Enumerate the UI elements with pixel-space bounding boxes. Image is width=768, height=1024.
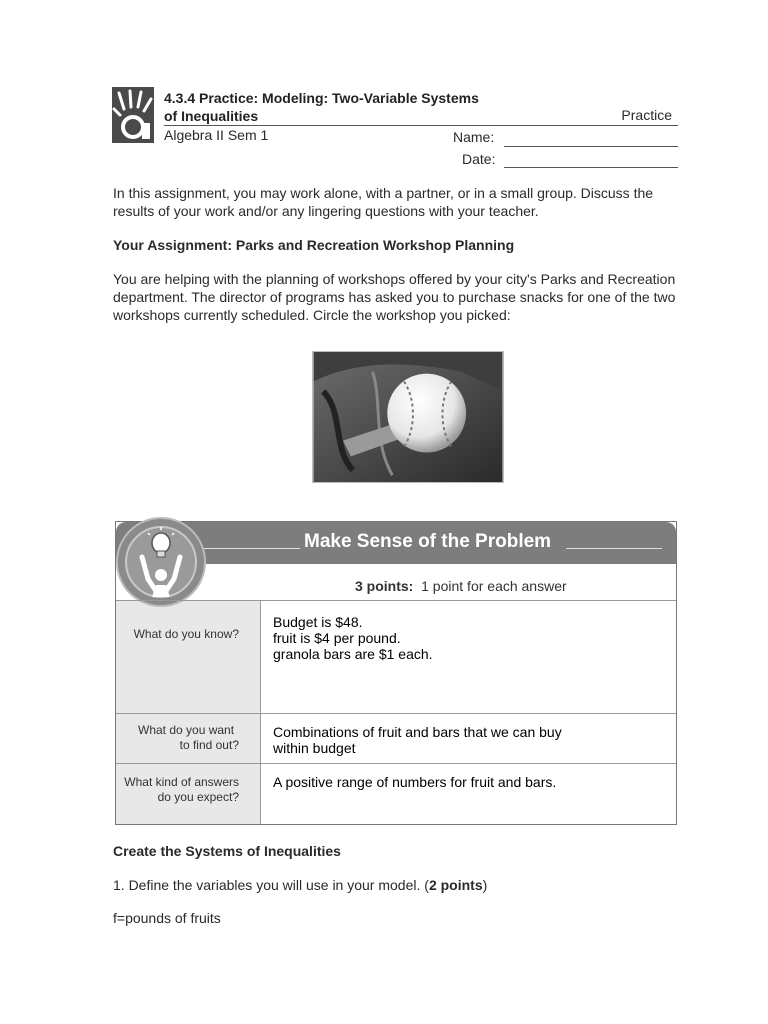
make-sense-title: Make Sense of the Problem [304, 531, 552, 552]
answer-line: within budget [273, 740, 356, 756]
intro-paragraph: In this assignment, you may work alone, with a partner, or in a small group. Discuss the results of your work and/or any lingering questions with your teacher. [113, 185, 654, 219]
course-name: Algebra II Sem 1 [164, 127, 269, 143]
question-line: What kind of answers [124, 775, 239, 789]
name-field[interactable] [504, 146, 678, 147]
points-note [355, 578, 567, 594]
question-line: do you expect? [157, 790, 239, 804]
answer-line: Budget is $48. [273, 614, 363, 630]
row-divider [116, 713, 676, 714]
row-divider [116, 600, 676, 601]
assignment-paragraph: You are helping with the planning of workshops offered by your city's Parks and Recreation department. The director of programs has asked you to purchase snacks for one of the two workshops currently scheduled. Circle the workshop you picked: [113, 271, 676, 323]
logo-icon [112, 87, 154, 143]
answer-know[interactable] [273, 614, 433, 662]
title-line-2: of Inequalities [164, 108, 259, 124]
name-label: Name: [453, 129, 495, 145]
question-1-text: 1. Define the variables you will use in your model. ( [113, 877, 429, 893]
question-line: What do you know? [133, 627, 239, 641]
answer-expect[interactable] [273, 774, 556, 790]
title-rule-left [200, 548, 300, 549]
baseball-glove-image [312, 351, 504, 483]
date-field[interactable] [504, 167, 678, 168]
worksheet-type: Practice [621, 107, 672, 123]
answer-line: fruit is $4 per pound. [273, 630, 401, 646]
question-cell [116, 601, 260, 713]
question-line: to find out? [179, 738, 239, 752]
question-find-out [114, 723, 239, 753]
lightbulb-person-icon [116, 517, 206, 607]
question-1-close: ) [482, 877, 488, 893]
points-rest: 1 point for each answer [421, 578, 567, 594]
points-bold: 3 points: [355, 578, 414, 594]
question-expect [114, 775, 239, 805]
column-divider [260, 600, 261, 824]
question-line: What do you want [138, 723, 235, 737]
answer-line: Combinations of fruit and bars that we can buy [273, 724, 562, 740]
answer-1[interactable]: f=pounds of fruits [113, 910, 221, 926]
answer-find-out[interactable] [273, 724, 663, 756]
title-rule-right [566, 548, 662, 549]
row-divider [116, 763, 676, 764]
answer-line: granola bars are $1 each. [273, 646, 433, 662]
question-know [114, 627, 239, 642]
question-1-points: 2 points [428, 877, 483, 893]
date-label: Date: [462, 151, 496, 167]
title-line-1: 4.3.4 Practice: Modeling: Two-Variable Systems [164, 90, 479, 106]
worksheet-title [164, 89, 524, 125]
answer-line: A positive range of numbers for fruit and bars. [273, 774, 557, 790]
header-divider [164, 125, 678, 126]
question-1 [113, 877, 487, 893]
assignment-heading: Your Assignment: Parks and Recreation Workshop Planning [113, 237, 515, 253]
create-heading: Create the Systems of Inequalities [113, 843, 341, 859]
